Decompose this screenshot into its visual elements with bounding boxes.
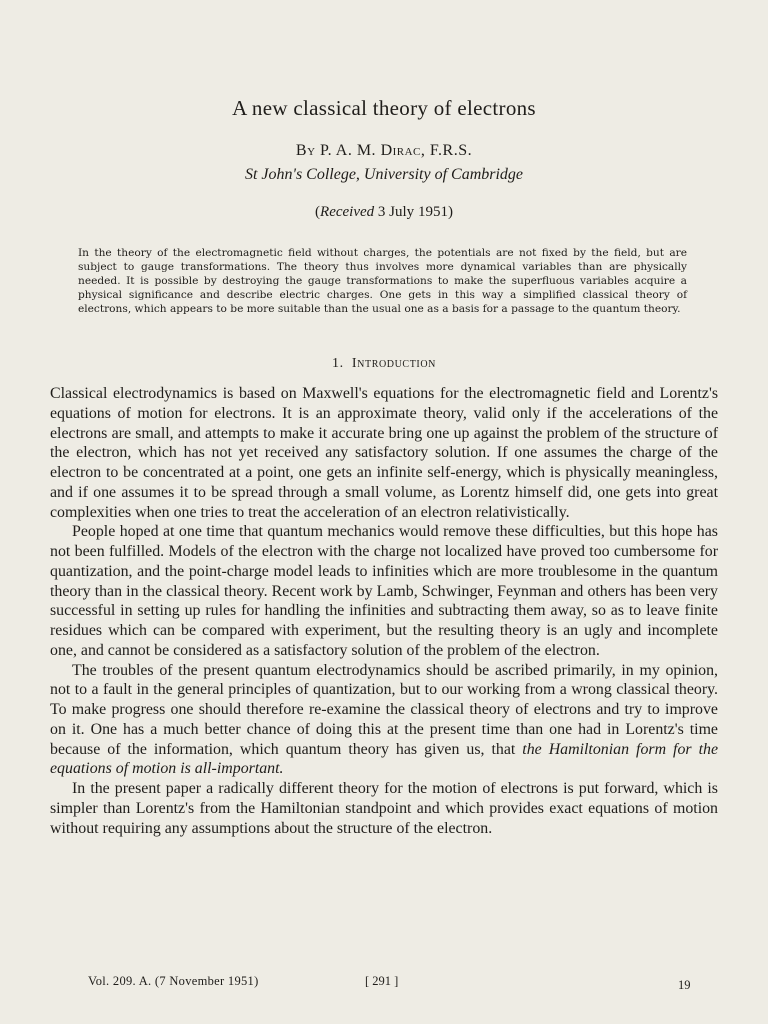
author-line <box>0 142 768 160</box>
footer-volume: Vol. 209. A. (7 November 1951) <box>88 974 259 988</box>
page-footer <box>0 974 768 994</box>
section-heading <box>0 356 768 372</box>
author-suffix: , F.R.S. <box>420 142 473 159</box>
body-text <box>50 384 718 838</box>
author-prefix: By <box>295 142 316 159</box>
footer-page-number: [ 291 ] <box>365 974 399 988</box>
author-name: P. A. M. <box>320 142 377 159</box>
paragraph-2: People hoped at one time that quantum mechanics would remove these difficulties, but this hope has not been fulfilled. Models of the electron with the charge not localized have proved too cumbersome for quantization, and the point-charge model leads to infinities which are more troublesome in the quantum theory than in the classical theory. Recent work by Lamb, Schwinger, Feynman and others has been very successful in setting up rules for handling the infinities and subtracting them away, so as to leave finite residues which can be compared with experiment, but the resulting theory is an ugly and incomplete one, and cannot be considered as a satisfactory solution of the problem of the electron. <box>50 523 718 659</box>
paper-title: A new classical theory of electrons <box>232 96 536 120</box>
paragraph-3-emphasis: the Hamiltonian form for the equations of motion is all-important. <box>50 740 718 778</box>
received-day-month: 3 July <box>377 204 415 220</box>
received-year: 1951 <box>417 204 448 220</box>
abstract: In the theory of the electromagnetic field without charges, the potentials are not fixed by the field, but are subject to gauge transformations. The theory thus involves more dynamical variables than are physically needed. It is possible by destroying the gauge transformations to make the superfluous variables acquire a physical significance and describe electric charges. One gets in this way a simplified classical theory of electrons, which appears to be more suitable than the usual one as a basis for a passage to the quantum theory. <box>78 247 687 315</box>
paragraph-3 <box>50 661 718 780</box>
author-affiliation: St John's College, University of Cambridge <box>244 166 524 183</box>
section-number: 1. <box>332 356 344 371</box>
received-date: (Received 3 July 1951) <box>315 204 453 220</box>
received-label: Received <box>320 204 375 220</box>
paragraph-1: Classical electrodynamics is based on Maxwell's equations for the electromagnetic field and Lorentz's equations of motion for electrons. It is an approximate theory, valid only if the accelerations of the electrons are small, and attempts to make it accurate bring one up against the problem of the structure of the electron, which has not yet received any satisfactory solution. If one assumes the charge of the electron to be concentrated at a point, one gets an infinite self-energy, which is physically meaningless, and if one assumes it to be spread through a small volume, as Lorentz himself did, one gets into great complexities when one tries to treat the acceleration of an electron relativistically. <box>50 385 718 521</box>
footer-signature: 19 <box>678 978 691 992</box>
paragraph-4: In the present paper a radically different theory for the motion of electrons is put forward, which is simpler than Lorentz's from the Hamiltonian standpoint and which provides exact equations of motion without requiring any assumptions about the structure of the electron. <box>50 780 718 837</box>
author-surname: Dirac <box>380 142 421 159</box>
paragraph-3-text: The troubles of the present quantum electrodynamics should be ascribed primarily, in my opinion, not to a fault in the general principles of quantization, but to our working from a wrong classical theory. To make progress one should therefore re-examine the classical theory of electrons and try to improve on it. One has a much better chance of doing this at the present time than one had in Lorentz's time because of the information, which quantum theory has given us, that <box>50 661 718 758</box>
section-title: Introduction <box>351 356 436 371</box>
